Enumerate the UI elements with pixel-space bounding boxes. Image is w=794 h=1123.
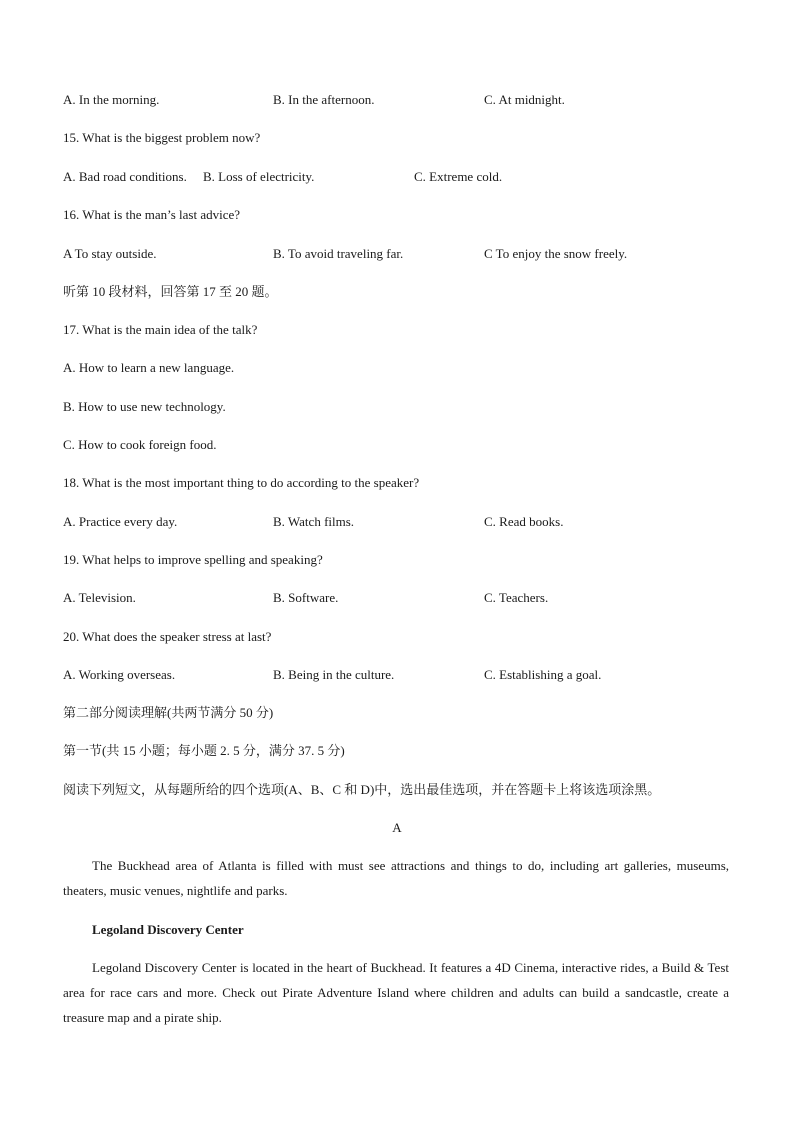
q16-option-c: C To enjoy the snow freely.: [484, 246, 628, 261]
section10-instruction: 听第 10 段材料，回答第 17 至 20 题。: [63, 284, 278, 299]
q20-option-b: B. Being in the culture.: [273, 667, 395, 682]
q20-question: 20. What does the speaker stress at last?: [63, 629, 272, 644]
legoland-heading: Legoland Discovery Center: [92, 922, 244, 937]
q17-question: 17. What is the main idea of the talk?: [63, 322, 258, 337]
q18-option-c: C. Read books.: [484, 514, 564, 529]
q15-option-a: A. Bad road conditions.: [63, 169, 187, 184]
q15-option-c: C. Extreme cold.: [414, 169, 503, 184]
passage-intro: The Buckhead area of Atlanta is filled with must see attractions and things to do, including art galleries, museums, theaters, music venues, nightlife and parks.: [63, 858, 729, 898]
q20-option-c: C. Establishing a goal.: [484, 667, 602, 682]
q16-question: 16. What is the man’s last advice?: [63, 207, 241, 222]
legoland-paragraph: Legoland Discovery Center is located in the heart of Buckhead. It features a 4D Cinema, interactive rides, a Build & Test area for race cars and more. Check out Pirate Adventure Island where children and adults can build a sandcastle, create a treasure map and a pirate ship.: [63, 960, 729, 1025]
section1-title: 第一节(共 15 小题；每小题 2. 5 分，满分 37. 5 分): [63, 743, 345, 758]
part2-title: 第二部分阅读理解(共两节满分 50 分): [63, 705, 274, 720]
q17-option-a: A. How to learn a new language.: [63, 360, 235, 375]
reading-instruction: 阅读下列短文，从每题所给的四个选项(A、B、C 和 D)中，选出最佳选项，并在答题卡上将该选项涂黑。: [63, 782, 661, 797]
q19-question: 19. What helps to improve spelling and speaking?: [63, 552, 323, 567]
q15-question: 15. What is the biggest problem now?: [63, 130, 261, 145]
passage-label: A: [392, 820, 402, 835]
q18-option-b: B. Watch films.: [273, 514, 355, 529]
q14-option-a: A. In the morning.: [63, 92, 160, 107]
q14-option-b: B. In the afternoon.: [273, 92, 375, 107]
q15-option-b: B. Loss of electricity.: [203, 169, 315, 184]
q17-option-c: C. How to cook foreign food.: [63, 437, 217, 452]
q16-option-b: B. To avoid traveling far.: [273, 246, 404, 261]
q18-question: 18. What is the most important thing to do according to the speaker?: [63, 475, 420, 490]
q19-option-a: A. Television.: [63, 590, 136, 605]
q18-option-a: A. Practice every day.: [63, 514, 178, 529]
q20-option-a: A. Working overseas.: [63, 667, 176, 682]
q19-option-b: B. Software.: [273, 590, 339, 605]
q19-option-c: C. Teachers.: [484, 590, 549, 605]
q17-option-b: B. How to use new technology.: [63, 399, 226, 414]
q14-option-c: C. At midnight.: [484, 92, 565, 107]
q16-option-a: A To stay outside.: [63, 246, 157, 261]
